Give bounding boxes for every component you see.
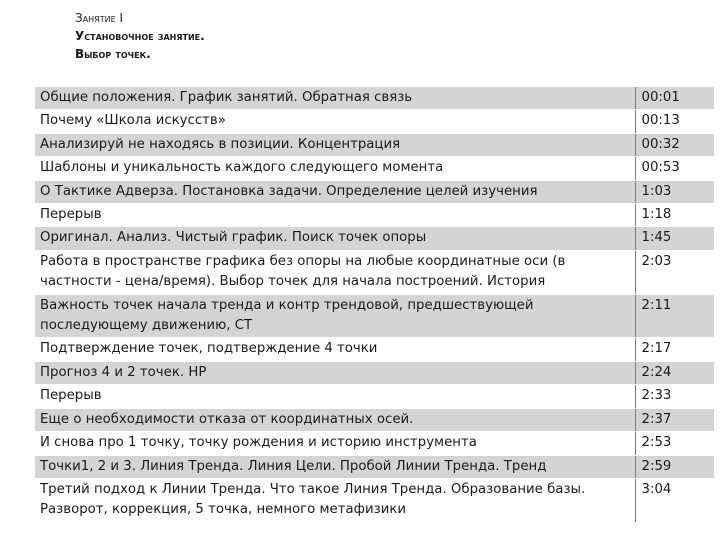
topic-cell: Подтверждение точек, подтверждение 4 точки	[35, 338, 635, 361]
table-row	[35, 361, 714, 384]
topic-cell: Важность точек начала тренда и контр трендовой, предшествующей последующему движению, СТ	[35, 294, 635, 338]
table-row	[35, 250, 714, 294]
time-cell: 00:01	[635, 87, 714, 110]
time-cell: 2:11	[635, 294, 714, 338]
topic-cell: Точки1, 2 и 3. Линия Тренда. Линия Цели. Пробой Линии Тренда. Тренд	[35, 455, 635, 478]
lesson-header	[75, 9, 205, 63]
table-row	[35, 204, 714, 227]
time-cell: 2:17	[635, 338, 714, 361]
topic-cell: Анализируй не находясь в позиции. Концентрация	[35, 133, 635, 156]
time-cell: 3:04	[635, 478, 714, 522]
table-row	[35, 294, 714, 338]
time-cell: 1:18	[635, 204, 714, 227]
topic-cell: Третий подход к Линии Тренда. Что такое Линия Тренда. Образование базы. Разворот, коррекция, 5 точка, немного метафизики	[35, 478, 635, 522]
topic-cell: О Тактике Адверза. Постановка задачи. Определение целей изучения	[35, 180, 635, 203]
table-row	[35, 478, 714, 522]
topic-cell: Общие положения. График занятий. Обратная связь	[35, 87, 635, 110]
table-row	[35, 385, 714, 408]
table-row	[35, 180, 714, 203]
topic-cell: Перерыв	[35, 204, 635, 227]
table-row	[35, 87, 714, 110]
time-cell: 2:03	[635, 250, 714, 294]
time-cell: 00:53	[635, 157, 714, 180]
table-row	[35, 432, 714, 455]
time-cell: 2:37	[635, 408, 714, 431]
time-cell: 2:24	[635, 361, 714, 384]
topic-cell: Оригинал. Анализ. Чистый график. Поиск точек опоры	[35, 227, 635, 250]
topic-cell: И снова про 1 точку, точку рождения и историю инструмента	[35, 432, 635, 455]
table-row	[35, 133, 714, 156]
topic-cell: Прогноз 4 и 2 точек. НР	[35, 361, 635, 384]
schedule-table	[35, 86, 714, 523]
table-row	[35, 110, 714, 133]
time-cell: 1:45	[635, 227, 714, 250]
topic-cell: Шаблоны и уникальность каждого следующего момента	[35, 157, 635, 180]
lesson-title-line-1: Установочное занятие.	[75, 29, 205, 43]
time-cell: 2:33	[635, 385, 714, 408]
time-cell: 2:59	[635, 455, 714, 478]
topic-cell: Почему «Школа искусств»	[35, 110, 635, 133]
topic-cell: Работа в пространстве графика без опоры на любые координатные оси (в частности - цена/время). Выбор точек для начала построений. История	[35, 250, 635, 294]
lesson-title-line-2: Выбор точек.	[75, 47, 151, 61]
time-cell: 1:03	[635, 180, 714, 203]
time-cell: 00:32	[635, 133, 714, 156]
table-row	[35, 338, 714, 361]
topic-cell: Перерыв	[35, 385, 635, 408]
time-cell: 2:53	[635, 432, 714, 455]
table-row	[35, 157, 714, 180]
table-row	[35, 227, 714, 250]
table-row	[35, 408, 714, 431]
time-cell: 00:13	[635, 110, 714, 133]
table-row	[35, 455, 714, 478]
topic-cell: Еще о необходимости отказа от координатных осей.	[35, 408, 635, 431]
lesson-number: Занятие I	[75, 11, 124, 25]
